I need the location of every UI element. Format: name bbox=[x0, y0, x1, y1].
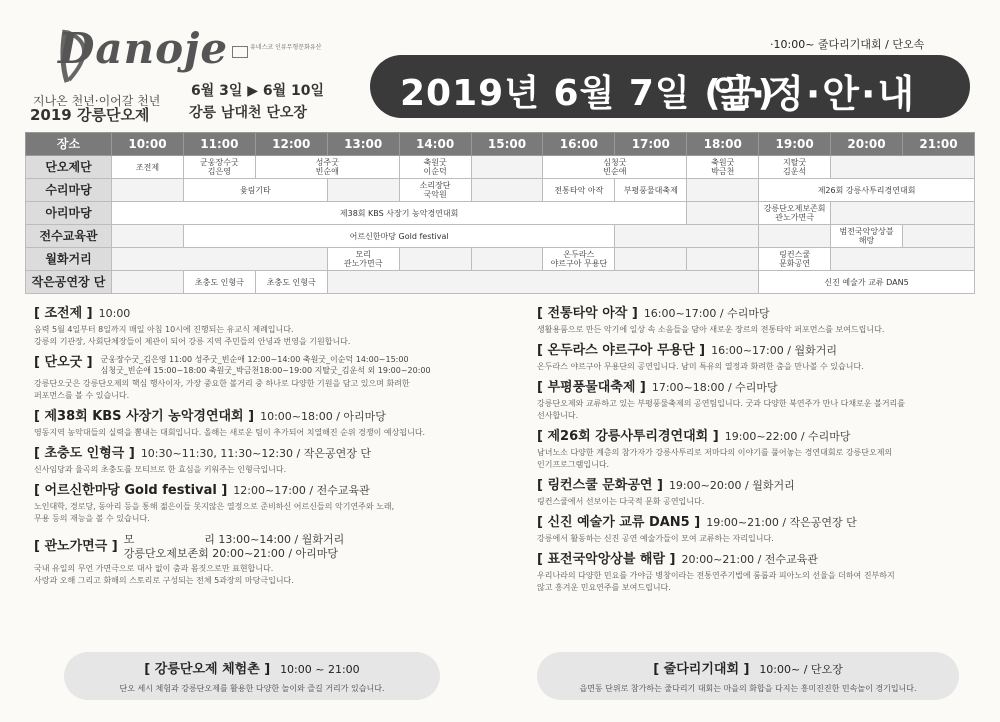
item-name: [ 전통타악 아작 ] bbox=[537, 306, 638, 321]
item-time: 16:00~17:00 / 수리마당 bbox=[643, 307, 770, 320]
event-cell: 모리 관노가면극 bbox=[327, 248, 399, 271]
empty-cell bbox=[471, 179, 543, 202]
empty-cell bbox=[687, 179, 759, 202]
right-details bbox=[537, 305, 977, 600]
empty-cell bbox=[831, 202, 975, 225]
item-time-1: 모 리 13:00~14:00 / 월화거리 bbox=[123, 533, 345, 546]
schedule-row bbox=[26, 156, 975, 179]
event-cell: 심청굿 빈순애 bbox=[543, 156, 687, 179]
event-cell: 온두라스 야르구아 무용단 bbox=[543, 248, 615, 271]
item-desc: 강릉단오제와 교류하고 있는 부평풍물축제의 공연팀입니다. 굿과 다양한 북연주가 만나 다채로운 볼거리를 선사합니다. bbox=[537, 399, 906, 420]
item-name: [ 어르신한마당 Gold festival ] bbox=[34, 483, 228, 498]
schedule-table bbox=[25, 132, 975, 294]
schedule-row bbox=[26, 271, 975, 294]
empty-cell bbox=[687, 202, 759, 225]
event-cell: 초충도 인형극 bbox=[183, 271, 255, 294]
item-time: 19:00~22:00 / 수리마당 bbox=[724, 430, 851, 443]
left-details bbox=[34, 305, 474, 593]
item-time: 12:00~17:00 / 전수교육관 bbox=[233, 484, 370, 497]
item-danogut bbox=[34, 354, 474, 402]
item-gold bbox=[34, 482, 474, 525]
venue-cell: 수리마당 bbox=[26, 179, 112, 202]
schedule-row bbox=[26, 248, 975, 271]
schedule-row bbox=[26, 225, 975, 248]
empty-cell bbox=[471, 248, 543, 271]
event-cell: 어르신한마당 Gold festival bbox=[183, 225, 614, 248]
item-name: [ 온두라스 야르구아 무용단 ] bbox=[537, 343, 706, 358]
item-name: [ 링컨스쿨 문화공연 ] bbox=[537, 478, 663, 493]
item-desc: 강릉단오굿은 강릉단오제의 핵심 행사이자, 가장 중요한 볼거리 중 하나로 다양한 기원을 담고 있으며 화려한 퍼포먼스를 볼 수 있습니다. bbox=[34, 379, 410, 400]
empty-cell bbox=[112, 271, 184, 294]
venue-cell: 작은공연장 단 bbox=[26, 271, 112, 294]
org-label: 유네스코 인류무형문화유산 bbox=[250, 44, 322, 51]
empty-cell bbox=[327, 179, 399, 202]
venue-cell: 단오제단 bbox=[26, 156, 112, 179]
item-puppet bbox=[34, 445, 474, 476]
event-cell: 신진 예술가 교류 DAN5 bbox=[759, 271, 975, 294]
time-header: 14:00 bbox=[399, 133, 471, 156]
empty-cell bbox=[902, 225, 974, 248]
festival-name: 2019 강릉단오제 bbox=[30, 106, 150, 124]
item-time: 10:00 bbox=[98, 307, 131, 320]
item-desc: 온두라스 야르구아 무용단의 공연입니다. 남미 특유의 열정과 화려한 춤을 만나볼 수 있습니다. bbox=[537, 362, 864, 371]
empty-cell bbox=[399, 248, 471, 271]
pill-desc: 단오 세시 체험과 강릉단오제를 활용한 다양한 놀이와 즐길 거리가 있습니다. bbox=[119, 684, 385, 693]
top-note: ·10:00~ 줄다리기대회 / 단오속 bbox=[770, 38, 925, 51]
empty-cell bbox=[615, 248, 687, 271]
empty-cell bbox=[687, 248, 759, 271]
item-time: 20:00~21:00 / 전수교육관 bbox=[681, 553, 818, 566]
event-cell: 축원굿 이순덕 bbox=[399, 156, 471, 179]
schedule-header-row bbox=[26, 133, 975, 156]
item-time: 10:30~11:30, 11:30~12:30 / 작은공연장 단 bbox=[140, 447, 371, 460]
pill-name: [ 줄다리기대회 ] bbox=[653, 662, 750, 677]
unesco-icon bbox=[232, 46, 248, 58]
banner-date: 2019년 6월 7일 (금) bbox=[400, 73, 775, 114]
item-name: [ 조전제 ] bbox=[34, 306, 93, 321]
schedule-row bbox=[26, 202, 975, 225]
time-header: 19:00 bbox=[759, 133, 831, 156]
pill-name: [ 강릉단오제 체험촌 ] bbox=[144, 662, 271, 677]
pill-desc: 읍면동 단위로 참가하는 줄다리기 대회는 마을의 화합을 다지는 흥미진진한 민속놀이 경기입니다. bbox=[579, 684, 917, 693]
item-desc: 강릉에서 활동하는 신진 공연 예술가들이 모여 교류하는 자리입니다. bbox=[537, 534, 774, 543]
event-cell: 강릉단오제보존회 관노가면극 bbox=[759, 202, 831, 225]
item-ajak bbox=[537, 305, 977, 336]
empty-cell bbox=[831, 248, 975, 271]
item-desc: 영동지역 농악대들의 실력을 뽐내는 대회입니다. 올해는 새로운 팀이 추가되어 치열해진 순위 경쟁이 예상됩니다. bbox=[34, 428, 426, 437]
item-name: [ 부평풍물대축제 ] bbox=[537, 380, 646, 395]
time-header: 11:00 bbox=[183, 133, 255, 156]
empty-cell bbox=[471, 156, 543, 179]
item-kbs bbox=[34, 408, 474, 439]
time-header: 20:00 bbox=[831, 133, 903, 156]
item-time: 10:00~18:00 / 아리마당 bbox=[260, 410, 386, 423]
title-banner bbox=[370, 55, 970, 118]
time-header: 16:00 bbox=[543, 133, 615, 156]
event-cell: 제38회 KBS 사장기 농악경연대회 bbox=[112, 202, 687, 225]
time-header: 13:00 bbox=[327, 133, 399, 156]
item-desc: 우리나라의 다양한 민요를 가야금 병창이라는 전통연주기법에 룸룹과 피아노의 선율을 더하여 진부하지 않고 흥겨운 민요연주를 보여드립니다. bbox=[537, 571, 895, 592]
event-cell: 조전제 bbox=[112, 156, 184, 179]
empty-cell bbox=[112, 248, 328, 271]
item-desc: 노인대학, 경로당, 동아리 등을 통해 젊은이들 못지않은 열정으로 준비하신 어르신들의 악기연주와 노래, 무용 등의 재능을 볼 수 있습니다. bbox=[34, 502, 395, 523]
empty-cell bbox=[327, 271, 758, 294]
item-jojeonje bbox=[34, 305, 474, 348]
event-cell: 제26회 강릉사투리경연대회 bbox=[759, 179, 975, 202]
time-header: 10:00 bbox=[112, 133, 184, 156]
item-desc: 음력 5월 4일부터 8일까지 매일 아침 10시에 진행되는 유교식 제례입니다. 강릉의 기관장, 사회단체장들이 제관이 되어 강릉 지역 주민들의 안녕과 번영을 기원합니다. bbox=[34, 325, 351, 346]
festival-dates: 6월 3일 ▶ 6월 10일 bbox=[191, 83, 325, 99]
item-name: [ 제38회 KBS 사장기 농악경연대회 ] bbox=[34, 409, 255, 424]
item-time: 16:00~17:00 / 월화거리 bbox=[711, 344, 837, 357]
festival-place: 강릉 남대천 단오장 bbox=[189, 105, 307, 121]
banner-title: 일·정·안·내 bbox=[712, 72, 917, 116]
item-lincoln bbox=[537, 477, 977, 508]
event-cell: 부평풍물대축제 bbox=[615, 179, 687, 202]
item-time-2: 강릉단오제보존회 20:00~21:00 / 아리마당 bbox=[123, 547, 339, 560]
event-cell: 지탈굿 김운석 bbox=[759, 156, 831, 179]
item-saturi bbox=[537, 428, 977, 471]
empty-cell bbox=[615, 225, 759, 248]
schedule-row bbox=[26, 179, 975, 202]
venue-cell: 월화거리 bbox=[26, 248, 112, 271]
item-desc: 신사임당과 율곡의 초충도를 모티브로 한 효심을 키워주는 인형극입니다. bbox=[34, 465, 287, 474]
experience-village-box bbox=[64, 652, 440, 700]
event-cell: 축원굿 박금천 bbox=[687, 156, 759, 179]
item-name: [ 초충도 인형극 ] bbox=[34, 446, 135, 461]
time-header: 17:00 bbox=[615, 133, 687, 156]
time-header: 21:00 bbox=[902, 133, 974, 156]
event-cell: 초충도 인형극 bbox=[255, 271, 327, 294]
item-bupyeong bbox=[537, 379, 977, 422]
logo-wordmark: Danoje bbox=[58, 24, 229, 73]
tug-of-war-box bbox=[537, 652, 959, 700]
pill-time: 10:00~ / 단오장 bbox=[759, 663, 843, 676]
time-header: 12:00 bbox=[255, 133, 327, 156]
event-cell: 전통타악 아작 bbox=[543, 179, 615, 202]
event-cell: 소리장단 국악원 bbox=[399, 179, 471, 202]
empty-cell bbox=[112, 225, 184, 248]
venue-header: 장소 bbox=[26, 133, 112, 156]
time-header: 18:00 bbox=[687, 133, 759, 156]
pill-time: 10:00 ~ 21:00 bbox=[280, 663, 360, 676]
item-dan5 bbox=[537, 514, 977, 545]
item-name: [ 표전국악앙상블 해람 ] bbox=[537, 552, 676, 567]
empty-cell bbox=[112, 179, 184, 202]
venue-cell: 아리마당 bbox=[26, 202, 112, 225]
item-desc: 링컨스쿨에서 선보이는 다국적 문화 공연입니다. bbox=[537, 497, 705, 506]
event-cell: 링컨스쿨 문화공연 bbox=[759, 248, 831, 271]
item-name: [ 관노가면극 ] bbox=[34, 539, 118, 554]
item-time: 19:00~20:00 / 월화거리 bbox=[668, 479, 795, 492]
item-name: [ 단오굿 ] bbox=[34, 355, 93, 370]
item-name: [ 제26회 강릉사투리경연대회 ] bbox=[537, 429, 719, 444]
item-lines: 군웅장수굿_김은영 11:00 성주굿_빈순애 12:00~14:00 축원굿_이순덕 14:00~15:00 심청굿_빈순애 15:00~18:00 축원굿_박금천18:00~19:00 지탈굿_김운석 외 19:00~20:00 bbox=[100, 355, 431, 375]
event-cell: 군웅장수굿 김은영 bbox=[183, 156, 255, 179]
item-name: [ 신진 예술가 교류 DAN5 ] bbox=[537, 515, 701, 530]
event-cell: 윷림기타 bbox=[183, 179, 327, 202]
empty-cell bbox=[831, 156, 975, 179]
item-gwanno bbox=[34, 531, 474, 587]
item-desc: 남녀노소 다양한 계층의 참가자가 강릉사투리로 저마다의 이야기를 풀어놓는 경연대회로 강릉단오제의 인기프로그램입니다. bbox=[537, 448, 893, 469]
item-time: 19:00~21:00 / 작은공연장 단 bbox=[706, 516, 857, 529]
tagline: 지나온 천년·이어갈 천년 bbox=[33, 94, 161, 108]
venue-cell: 전수교육관 bbox=[26, 225, 112, 248]
item-desc: 생활용품으로 만든 악기에 일상 속 소음들을 담아 새로운 장르의 전통타악 퍼포먼스를 보여드립니다. bbox=[537, 325, 885, 334]
time-header: 15:00 bbox=[471, 133, 543, 156]
item-haeram bbox=[537, 551, 977, 594]
item-honduras bbox=[537, 342, 977, 373]
item-desc: 국내 유일의 무언 가면극으로 대사 없이 춤과 몸짓으로만 표현합니다. 사랑과 오해 그리고 화해의 스토리로 구성되는 전체 5과장의 마당극입니다. bbox=[34, 564, 294, 585]
event-cell: 성주굿 빈순애 bbox=[255, 156, 399, 179]
item-time: 17:00~18:00 / 수리마당 bbox=[651, 381, 778, 394]
empty-cell bbox=[759, 225, 831, 248]
event-cell: 범전국악앙상블 해랑 bbox=[831, 225, 903, 248]
